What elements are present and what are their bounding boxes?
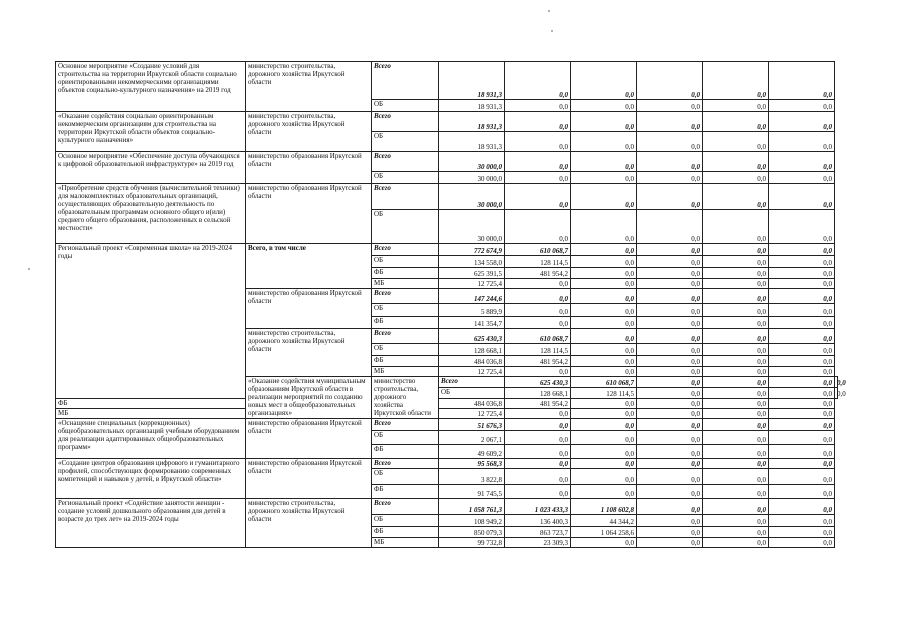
amount-cell: 0,0	[703, 317, 769, 329]
amount-cell: 0,0	[769, 527, 835, 538]
amount-cell: 0,0	[637, 419, 703, 431]
amount-cell: 0,0	[703, 399, 769, 409]
amount-cell: 0,0	[571, 279, 637, 289]
amount-cell: 481 954,2	[505, 356, 571, 367]
amount-cell: 0,0	[637, 100, 703, 112]
amount-cell: 0,0	[571, 431, 637, 445]
amount-cell: 49 609,2	[439, 445, 505, 459]
funding-source: ОБ	[372, 132, 439, 152]
scan-speck	[548, 10, 550, 12]
amount-cell: 0,0	[571, 304, 637, 317]
amount-cell: 147 244,6	[439, 289, 505, 304]
amount-cell: 128 114,5	[505, 256, 571, 268]
amount-cell: 625 430,3	[439, 329, 505, 344]
scan-speck	[28, 268, 30, 270]
amount-cell: 44 344,2	[571, 515, 637, 527]
responsible-executor: министерство образования Иркутской области	[246, 289, 372, 329]
budget-table	[55, 61, 846, 548]
table-row	[56, 62, 838, 100]
amount-cell: 0,0	[703, 304, 769, 317]
amount-cell: 0,0	[703, 445, 769, 459]
amount-cell: 0,0	[703, 431, 769, 445]
activity-description: «Оснащение специальных (коррекционных) общеобразовательных организаций учебным оборудованием для реализации адаптированных общеобразовательных программ»	[56, 419, 246, 459]
amount-cell: 0,0	[835, 388, 838, 399]
amount-cell: 0,0	[703, 469, 769, 485]
amount-cell: 0,0	[571, 268, 637, 279]
amount-cell: 0,0	[637, 356, 703, 367]
amount-cell: 0,0	[571, 210, 637, 244]
table-row	[56, 419, 838, 431]
amount-cell: 1 108 602,8	[571, 499, 637, 515]
activity-description: Региональный проект «Содействие занятости женщин - создание условий дошкольного образования для детей в возрасте до трех лет» на 2019-2024 годы	[56, 499, 246, 548]
funding-source: ОБ	[372, 469, 439, 485]
amount-cell: 0,0	[769, 419, 835, 431]
amount-cell: 18 931,3	[439, 132, 505, 152]
amount-cell: 0,0	[769, 256, 835, 268]
amount-cell: 0,0	[637, 304, 703, 317]
amount-cell: 0,0	[835, 377, 838, 388]
amount-cell: 0,0	[769, 445, 835, 459]
amount-cell: 0,0	[703, 152, 769, 172]
amount-cell: 0,0	[769, 388, 835, 399]
amount-cell: 128 668,1	[505, 388, 571, 399]
amount-cell: 128 114,5	[505, 344, 571, 356]
amount-cell: 0,0	[703, 538, 769, 548]
amount-cell: 0,0	[703, 515, 769, 527]
responsible-executor: министерство строительства, дорожного хозяйства Иркутской области	[246, 329, 372, 377]
amount-cell: 0,0	[637, 112, 703, 132]
amount-cell: 0,0	[637, 184, 703, 210]
funding-source: МБ	[56, 409, 246, 419]
amount-cell: 0,0	[637, 344, 703, 356]
amount-cell: 0,0	[571, 62, 637, 100]
amount-cell: 0,0	[637, 329, 703, 344]
table-row	[56, 244, 838, 256]
amount-cell: 0,0	[571, 409, 637, 419]
amount-cell: 1 023 433,3	[505, 499, 571, 515]
amount-cell: 0,0	[571, 152, 637, 172]
amount-cell: 0,0	[637, 527, 703, 538]
amount-cell: 0,0	[637, 377, 703, 388]
amount-cell: 0,0	[703, 184, 769, 210]
amount-cell: 0,0	[571, 344, 637, 356]
funding-source: ФБ	[372, 268, 439, 279]
amount-cell: 0,0	[571, 367, 637, 377]
funding-source: МБ	[372, 279, 439, 289]
amount-cell: 0,0	[769, 515, 835, 527]
amount-cell: 2 067,1	[439, 431, 505, 445]
activity-description: Основное мероприятие «Обеспечение доступа обучающихся к цифровой образовательной инфраструктуре» на 2019 год	[56, 152, 246, 184]
amount-cell: 0,0	[703, 289, 769, 304]
amount-cell: 610 068,7	[505, 329, 571, 344]
amount-cell: 850 079,3	[439, 527, 505, 538]
responsible-executor: министерство образования Иркутской области	[246, 184, 372, 244]
amount-cell: 0,0	[571, 172, 637, 184]
amount-cell: 0,0	[637, 317, 703, 329]
amount-cell: 0,0	[703, 485, 769, 499]
amount-cell: 0,0	[505, 485, 571, 499]
responsible-executor: министерство образования Иркутской области	[246, 459, 372, 499]
amount-cell: 0,0	[703, 459, 769, 469]
amount-cell: 0,0	[769, 317, 835, 329]
amount-cell: 0,0	[505, 62, 571, 100]
amount-cell: 0,0	[637, 210, 703, 244]
amount-cell: 0,0	[637, 268, 703, 279]
amount-cell: 0,0	[703, 268, 769, 279]
amount-cell: 0,0	[637, 172, 703, 184]
amount-cell: 95 568,3	[439, 459, 505, 469]
activity-description: «Оказание содействия социально ориентированным некоммерческим организациям для строительства на территории Иркутской области объектов социально-культурного назначения»	[56, 112, 246, 152]
funding-source: ОБ	[372, 515, 439, 527]
funding-source: ОБ	[372, 210, 439, 244]
amount-cell: 610 068,7	[571, 377, 637, 388]
amount-cell: 1 064 258,6	[571, 527, 637, 538]
amount-cell: 0,0	[505, 459, 571, 469]
amount-cell: 625 391,5	[439, 268, 505, 279]
table-row	[56, 399, 838, 409]
funding-source: ОБ	[372, 256, 439, 268]
amount-cell: 0,0	[769, 100, 835, 112]
amount-cell: 0,0	[703, 409, 769, 419]
amount-cell: 0,0	[703, 62, 769, 100]
amount-cell: 0,0	[703, 172, 769, 184]
amount-cell: 0,0	[505, 367, 571, 377]
funding-source: Всего	[372, 499, 439, 515]
amount-cell: 0,0	[637, 62, 703, 100]
amount-cell: 0,0	[703, 279, 769, 289]
funding-source: Всего	[439, 377, 505, 388]
funding-source: Всего	[372, 112, 439, 132]
amount-cell: 128 668,1	[439, 344, 505, 356]
amount-cell: 0,0	[769, 538, 835, 548]
amount-cell: 0,0	[769, 431, 835, 445]
amount-cell: 610 068,7	[505, 244, 571, 256]
amount-cell: 0,0	[505, 289, 571, 304]
amount-cell: 99 732,8	[439, 538, 505, 548]
amount-cell: 0,0	[571, 289, 637, 304]
amount-cell: 0,0	[769, 279, 835, 289]
amount-cell: 0,0	[637, 459, 703, 469]
amount-cell: 141 354,7	[439, 317, 505, 329]
amount-cell: 0,0	[571, 459, 637, 469]
amount-cell: 0,0	[571, 256, 637, 268]
funding-source: МБ	[372, 538, 439, 548]
amount-cell: 30 000,0	[439, 184, 505, 210]
funding-source: ФБ	[56, 399, 246, 409]
amount-cell: 136 400,3	[505, 515, 571, 527]
responsible-executor: министерство образования Иркутской области	[246, 152, 372, 184]
funding-source: МБ	[372, 367, 439, 377]
amount-cell: 0,0	[637, 499, 703, 515]
amount-cell: 0,0	[505, 304, 571, 317]
amount-cell: 0,0	[703, 388, 769, 399]
amount-cell: 18 931,3	[439, 100, 505, 112]
amount-cell: 30 000,0	[439, 152, 505, 172]
amount-cell: 0,0	[703, 499, 769, 515]
amount-cell: 0,0	[703, 367, 769, 377]
funding-source: Всего	[372, 62, 439, 100]
amount-cell: 0,0	[703, 244, 769, 256]
funding-source: ОБ	[372, 172, 439, 184]
amount-cell: 51 676,3	[439, 419, 505, 431]
activity-description: Региональный проект «Современная школа» на 2019-2024 годы	[56, 244, 246, 399]
activity-description: «Оказание содействия муниципальным образованиям Иркутской области в реализации мероприятий по созданию новых мест в общеобразовательных организациях»	[246, 377, 372, 419]
amount-cell: 91 745,5	[439, 485, 505, 499]
amount-cell: 0,0	[703, 419, 769, 431]
amount-cell: 0,0	[571, 419, 637, 431]
amount-cell: 0,0	[571, 112, 637, 132]
amount-cell: 3 822,8	[439, 469, 505, 485]
amount-cell: 0,0	[637, 256, 703, 268]
amount-cell: 481 954,2	[505, 399, 571, 409]
funding-source: ФБ	[372, 356, 439, 367]
table-row	[56, 184, 838, 210]
amount-cell: 0,0	[637, 409, 703, 419]
amount-cell: 18 931,3	[439, 62, 505, 100]
amount-cell: 484 036,8	[439, 356, 505, 367]
amount-cell: 0,0	[769, 409, 835, 419]
amount-cell: 0,0	[637, 431, 703, 445]
amount-cell: 128 114,5	[571, 388, 637, 399]
funding-source: ОБ	[372, 344, 439, 356]
amount-cell: 0,0	[769, 152, 835, 172]
amount-cell: 0,0	[769, 344, 835, 356]
responsible-executor: министерство образования Иркутской области	[246, 419, 372, 459]
amount-cell: 0,0	[769, 184, 835, 210]
amount-cell: 0,0	[505, 409, 571, 419]
amount-cell: 0,0	[769, 112, 835, 132]
amount-cell: 0,0	[769, 289, 835, 304]
amount-cell: 0,0	[571, 538, 637, 548]
amount-cell: 12 725,4	[439, 367, 505, 377]
amount-cell: 0,0	[703, 210, 769, 244]
funding-source: Всего	[372, 459, 439, 469]
amount-cell: 0,0	[505, 445, 571, 459]
amount-cell: 0,0	[571, 469, 637, 485]
amount-cell: 0,0	[637, 244, 703, 256]
funding-source: Всего	[372, 152, 439, 172]
amount-cell: 0,0	[703, 132, 769, 152]
amount-cell: 0,0	[571, 244, 637, 256]
amount-cell: 0,0	[637, 367, 703, 377]
amount-cell: 772 674,9	[439, 244, 505, 256]
amount-cell: 625 430,3	[505, 377, 571, 388]
amount-cell: 0,0	[571, 445, 637, 459]
table-row	[56, 152, 838, 172]
amount-cell: 1 058 761,3	[439, 499, 505, 515]
amount-cell: 0,0	[703, 100, 769, 112]
funding-source: ОБ	[372, 100, 439, 112]
amount-cell: 0,0	[571, 356, 637, 367]
funding-source: ФБ	[372, 485, 439, 499]
funding-source: Всего	[372, 289, 439, 304]
amount-cell: 0,0	[769, 469, 835, 485]
amount-cell: 0,0	[769, 268, 835, 279]
amount-cell: 0,0	[769, 459, 835, 469]
amount-cell: 0,0	[769, 172, 835, 184]
amount-cell: 0,0	[505, 279, 571, 289]
responsible-executor: министерство строительства, дорожного хозяйства Иркутской области	[246, 62, 372, 112]
funding-source: ФБ	[372, 317, 439, 329]
amount-cell: 18 931,3	[439, 112, 505, 132]
amount-cell: 0,0	[703, 329, 769, 344]
table-row	[56, 409, 838, 419]
amount-cell: 0,0	[571, 399, 637, 409]
amount-cell: 0,0	[769, 356, 835, 367]
amount-cell: 0,0	[571, 100, 637, 112]
amount-cell: 0,0	[703, 527, 769, 538]
amount-cell: 0,0	[769, 399, 835, 409]
amount-cell: 0,0	[769, 499, 835, 515]
document-sheet	[55, 61, 846, 548]
amount-cell: 0,0	[769, 244, 835, 256]
amount-cell: 0,0	[505, 100, 571, 112]
amount-cell: 0,0	[637, 399, 703, 409]
amount-cell: 0,0	[505, 469, 571, 485]
funding-source: ФБ	[372, 445, 439, 459]
funding-source: ОБ	[372, 431, 439, 445]
amount-cell: 0,0	[505, 210, 571, 244]
amount-cell: 12 725,4	[439, 409, 505, 419]
amount-cell: 0,0	[505, 132, 571, 152]
amount-cell: 0,0	[505, 431, 571, 445]
amount-cell: 0,0	[703, 112, 769, 132]
amount-cell: 0,0	[637, 279, 703, 289]
responsible-executor: Всего, в том числе	[246, 244, 372, 289]
amount-cell: 0,0	[637, 152, 703, 172]
activity-description: Основное мероприятие «Создание условий для строительства на территории Иркутской области социально ориентированными некоммерческими организациями объектов социально-культурного назначения» на 2019 год	[56, 62, 246, 112]
amount-cell: 0,0	[769, 377, 835, 388]
amount-cell: 0,0	[637, 132, 703, 152]
amount-cell: 0,0	[505, 172, 571, 184]
amount-cell: 0,0	[769, 210, 835, 244]
amount-cell: 30 000,0	[439, 172, 505, 184]
amount-cell: 0,0	[637, 289, 703, 304]
responsible-executor: министерство строительства, дорожного хозяйства Иркутской области	[246, 112, 372, 152]
amount-cell: 0,0	[637, 445, 703, 459]
amount-cell: 0,0	[769, 304, 835, 317]
funding-source: ФБ	[372, 527, 439, 538]
amount-cell: 0,0	[769, 329, 835, 344]
table-row	[56, 459, 838, 469]
amount-cell: 108 949,2	[439, 515, 505, 527]
amount-cell: 0,0	[637, 515, 703, 527]
amount-cell: 0,0	[769, 132, 835, 152]
table-row	[56, 499, 838, 515]
amount-cell: 0,0	[703, 377, 769, 388]
amount-cell: 863 723,7	[505, 527, 571, 538]
table-row	[56, 112, 838, 132]
amount-cell: 0,0	[571, 485, 637, 499]
amount-cell: 0,0	[571, 329, 637, 344]
funding-source: Всего	[372, 419, 439, 431]
amount-cell: 0,0	[703, 344, 769, 356]
amount-cell: 0,0	[571, 132, 637, 152]
amount-cell: 0,0	[769, 485, 835, 499]
activity-description: «Создание центров образования цифрового и гуманитарного профилей, способствующих формированию современных компетенций и навыков у детей, в Иркутской области»	[56, 459, 246, 499]
amount-cell: 12 725,4	[439, 279, 505, 289]
amount-cell: 0,0	[769, 367, 835, 377]
amount-cell: 134 558,0	[439, 256, 505, 268]
amount-cell: 30 000,0	[439, 210, 505, 244]
amount-cell: 0,0	[703, 356, 769, 367]
amount-cell: 0,0	[505, 184, 571, 210]
amount-cell: 0,0	[505, 112, 571, 132]
amount-cell: 0,0	[505, 317, 571, 329]
amount-cell: 0,0	[703, 256, 769, 268]
amount-cell: 0,0	[769, 62, 835, 100]
responsible-executor: министерство строительства, дорожного хозяйства Иркутской области	[372, 377, 439, 419]
amount-cell: 484 036,8	[439, 399, 505, 409]
amount-cell: 0,0	[637, 388, 703, 399]
funding-source: ОБ	[372, 304, 439, 317]
amount-cell: 0,0	[505, 152, 571, 172]
funding-source: ОБ	[439, 388, 505, 399]
funding-source: Всего	[372, 329, 439, 344]
amount-cell: 0,0	[637, 538, 703, 548]
activity-description: «Приобретение средств обучения (вычислительной техники) для малокомплектных образовательных организаций, осуществляющих образовательную деятельность по образовательным программам основного общего и(или) среднего общего образования, расположенных в сельской местности»	[56, 184, 246, 244]
funding-source: Всего	[372, 184, 439, 210]
funding-source: Всего	[372, 244, 439, 256]
amount-cell: 0,0	[637, 469, 703, 485]
responsible-executor: министерство строительства, дорожного хозяйства Иркутской области	[246, 499, 372, 548]
scan-speck	[551, 30, 553, 32]
amount-cell: 481 954,2	[505, 268, 571, 279]
amount-cell: 0,0	[637, 485, 703, 499]
amount-cell: 5 889,9	[439, 304, 505, 317]
amount-cell: 23 309,3	[505, 538, 571, 548]
amount-cell: 0,0	[571, 317, 637, 329]
amount-cell: 0,0	[571, 184, 637, 210]
amount-cell: 0,0	[505, 419, 571, 431]
